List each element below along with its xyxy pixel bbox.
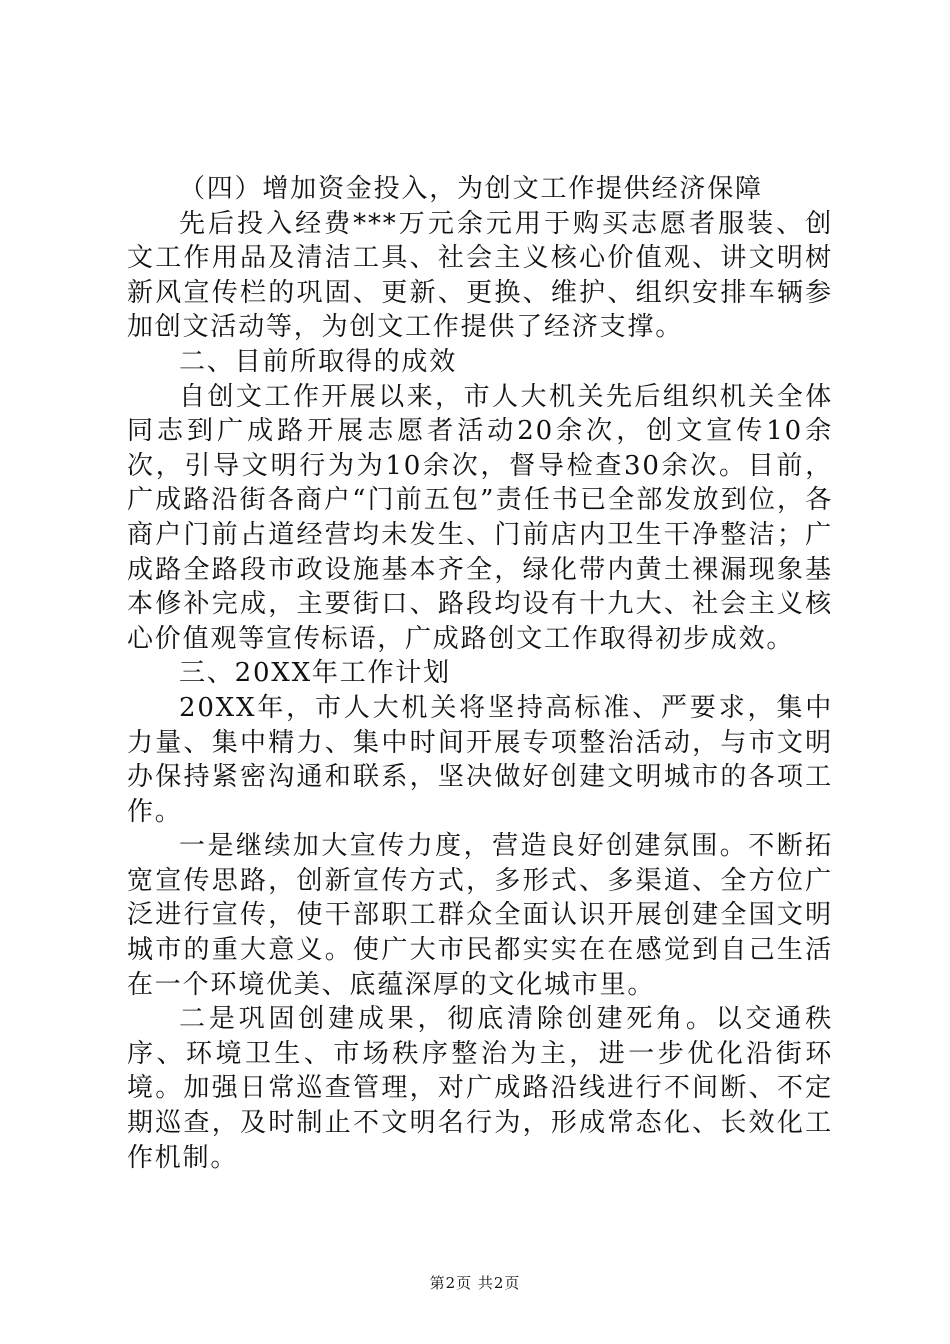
paragraph-plan-intro: 20XX年，市人大机关将坚持高标准、严要求，集中力量、集中精力、集中时间开展专项整治活动，与市文明办保持紧密沟通和联系，坚决做好创建文明城市的各项工作。 (127, 692, 833, 827)
paragraph-plan-publicity: 一是继续加大宣传力度，营造良好创建氛围。不断拓宽宣传思路，创新宣传方式，多形式、多渠道、全方位广泛进行宣传，使干部职工群众全面认识开展创建全国文明城市的重大意义。使广大市民都实实在在感觉到自己生活在一个环境优美、底蕴深厚的文化城市里。 (127, 831, 833, 1000)
paragraph-plan-consolidation: 二是巩固创建成果，彻底清除创建死角。以交通秩序、环境卫生、市场秩序整治为主，进一步优化沿街环境。加强日常巡查管理，对广成路沿线进行不间断、不定期巡查，及时制止不文明名行为，形成常态化、长效化工作机制。 (127, 1004, 833, 1173)
paragraph-funding: 先后投入经费***万元余元用于购买志愿者服装、创文工作用品及清洁工具、社会主义核心价值观、讲文明树新风宣传栏的巩固、更新、更换、维护、组织安排车辆参加创文活动等，为创文工作提供了经济支撑。 (127, 208, 833, 343)
section-heading-plan: 三、20XX年工作计划 (179, 658, 451, 689)
document-body (127, 172, 833, 1175)
section-heading-funding: （四）增加资金投入，为创文工作提供经济保障 (179, 174, 763, 204)
section-heading-results: 二、目前所取得的成效 (179, 346, 458, 377)
paragraph-results: 自创文工作开展以来，市人大机关先后组织机关全体同志到广成路开展志愿者活动20余次，创文宣传10余次，引导文明行为为10余次，督导检查30余次。目前，广成路沿街各商户“门前五包”责任书已全部发放到位，各商户门前占道经营均未发生、门前店内卫生干净整洁；广成路全路段市政设施基本齐全，绿化带内黄土裸漏现象基本修补完成，主要街口、路段均设有十九大、社会主义核心价值观等宣传标语，广成路创文工作取得初步成效。 (127, 381, 833, 654)
page-number-footer: 第2页 共2页 (429, 1274, 521, 1292)
